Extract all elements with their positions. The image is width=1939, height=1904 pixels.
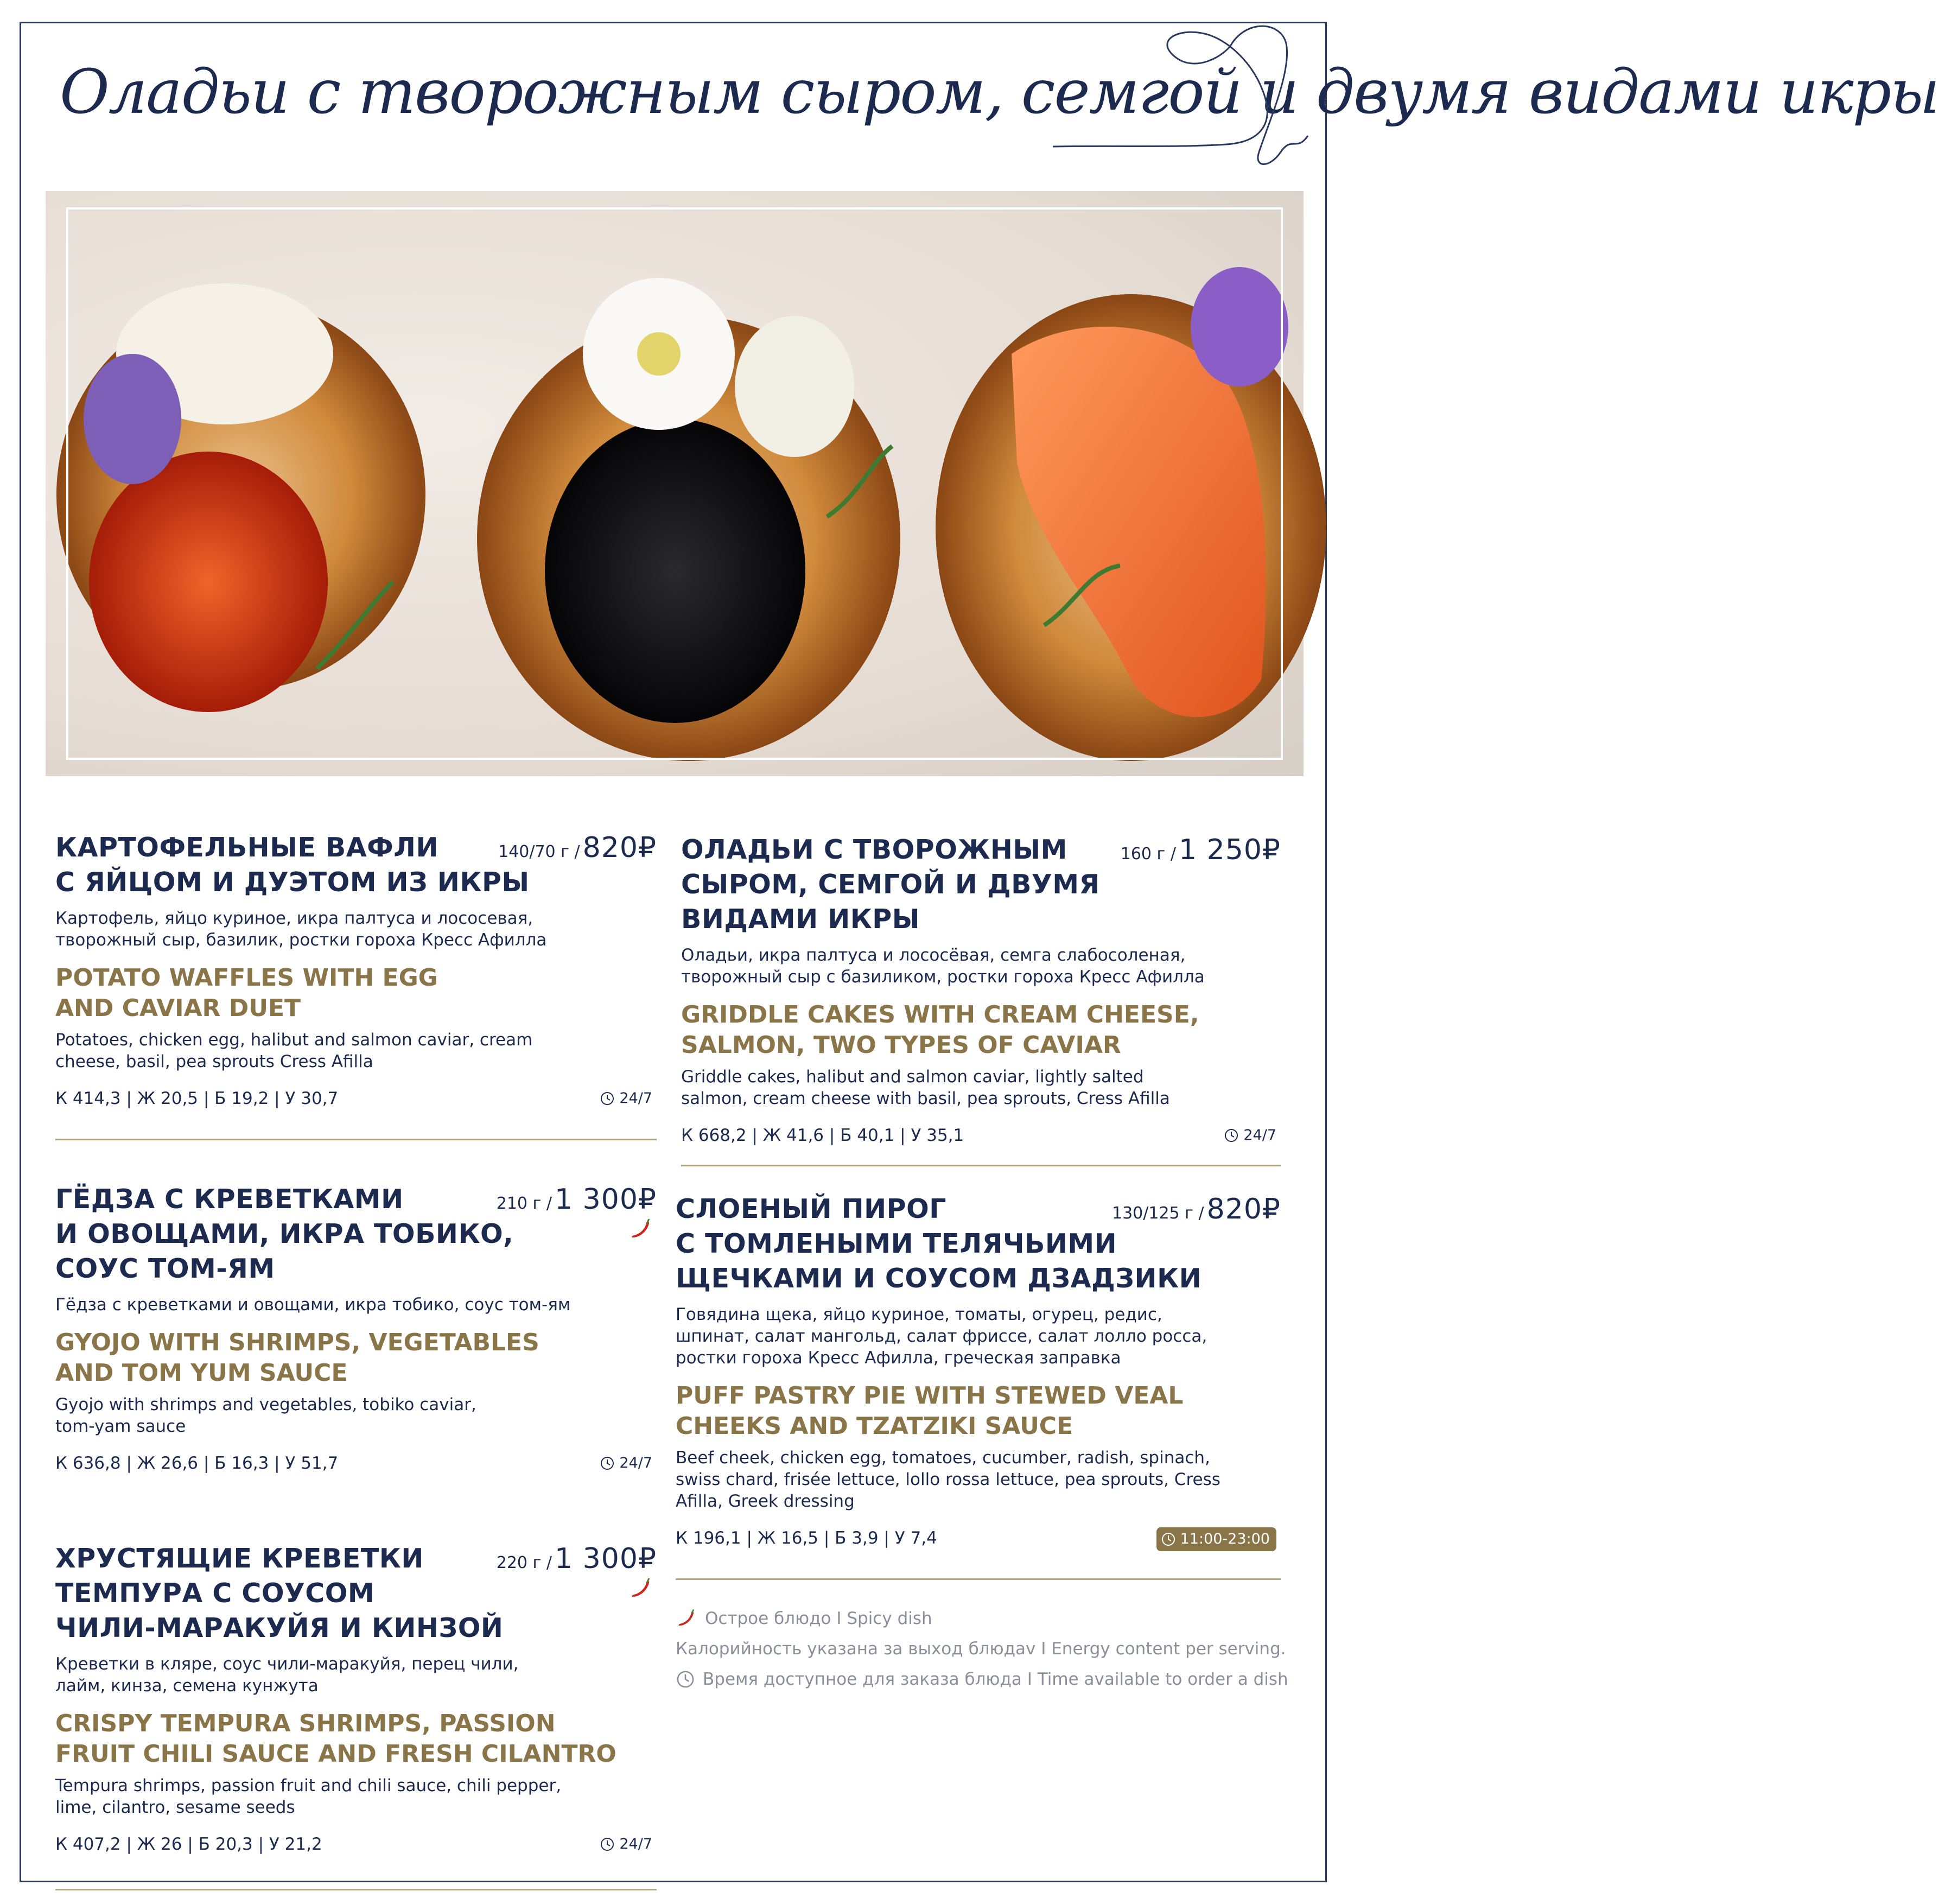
item-amount: 820₽ (582, 832, 657, 864)
item-weight: 130/125 г / (1111, 1204, 1204, 1223)
item-description-ru: Оладьи, икра палтуса и лососёвая, семга слабосоленая, творожный сыр с базиликом, ростки гороха Кресс Афилла (681, 945, 1205, 987)
legend-time-text: Время доступное для заказа блюда I Time available to order a dish (703, 1670, 1288, 1689)
nutrition-values: К 636,8 | Ж 26,6 | Б 16,3 | У 51,7 (55, 1454, 339, 1473)
divider (676, 1578, 1281, 1580)
item-nutrition (676, 1527, 1281, 1549)
item-description-ru: Креветки в кляре, соус чили-маракуйя, перец чили, лайм, кинза, семена кунжута (55, 1654, 519, 1696)
item-description-ru: Картофель, яйцо куриное, икра палтуса и лососевая, творожный сыр, базилик, ростки гороха Кресс Афилла (55, 909, 547, 950)
availability-time (1224, 1125, 1276, 1146)
time-label: 24/7 (619, 1090, 652, 1107)
decorative-flourish (1053, 22, 1313, 179)
clock-icon (600, 1456, 615, 1471)
chili-pepper-icon (628, 1217, 653, 1242)
item-weight: 210 г / (496, 1194, 552, 1213)
item-nutrition (681, 1125, 1281, 1146)
legend (676, 1608, 1316, 1699)
legend-spicy-text: Острое блюдо I Spicy dish (705, 1609, 932, 1628)
menu-item (55, 830, 657, 1109)
item-price (1121, 834, 1281, 866)
legend-time (676, 1668, 1316, 1690)
item-name-en: GRIDDLE CAKES WITH CREAM CHEESE, SALMON, TWO TYPES OF CAVIAR (681, 1001, 1199, 1059)
item-name-en: PUFF PASTRY PIE WITH STEWED VEAL CHEEKS AND TZATZIKI SAUCE (676, 1382, 1184, 1440)
nutrition-values: К 196,1 | Ж 16,5 | Б 3,9 | У 7,4 (676, 1528, 937, 1548)
clock-icon (600, 1091, 615, 1106)
item-price (497, 1543, 657, 1575)
item-price (497, 1183, 657, 1216)
divider (681, 1165, 1281, 1166)
item-description-en: Tempura shrimps, passion fruit and chili sauce, chili pepper, lime, cilantro, sesame seeds (55, 1776, 562, 1817)
time-label: 11:00-23:00 (1180, 1531, 1270, 1547)
item-nutrition (55, 1088, 657, 1109)
time-label: 24/7 (619, 1455, 652, 1471)
nutrition-values: К 407,2 | Ж 26 | Б 20,3 | У 21,2 (55, 1835, 322, 1854)
item-description-ru: Гёдза с креветками и овощами, икра тобико, соус том-ям (55, 1295, 571, 1315)
clock-icon (1224, 1128, 1239, 1143)
item-name-ru: ХРУСТЯЩИЕ КРЕВЕТКИ ТЕМПУРА С СОУСОМ ЧИЛИ-МАРАКУЙЯ И КИНЗОЙ (55, 1543, 504, 1643)
page-title: Оладьи с творожным сыром, семгой и двумя видами икры (60, 57, 1939, 128)
time-label: 24/7 (619, 1836, 652, 1852)
availability-time (600, 1452, 652, 1474)
item-weight: 140/70 г / (498, 842, 580, 861)
item-nutrition (55, 1452, 657, 1474)
menu-item (681, 833, 1281, 1146)
item-name-en: GYOJO WITH SHRIMPS, VEGETABLES AND TOM YUM SAUCE (55, 1329, 539, 1387)
time-label: 24/7 (1243, 1127, 1276, 1144)
clock-icon (1161, 1532, 1176, 1547)
item-weight: 160 г / (1120, 845, 1176, 864)
item-description-en: Beef cheek, chicken egg, tomatoes, cucumber, radish, spinach, swiss chard, frisée lettuce, lollo rossa lettuce, pea sprouts, Cress Afilla, Greek dressing (676, 1448, 1220, 1511)
item-name-en: POTATO WAFFLES WITH EGG AND CAVIAR DUET (55, 964, 438, 1022)
item-name-en: CRISPY TEMPURA SHRIMPS, PASSION FRUIT CHILI SAUCE AND FRESH CILANTRO (55, 1710, 616, 1768)
nutrition-values: К 414,3 | Ж 20,5 | Б 19,2 | У 30,7 (55, 1089, 339, 1108)
item-nutrition (55, 1833, 657, 1855)
item-amount: 1 300₽ (555, 1543, 657, 1575)
menu-item (55, 1541, 657, 1855)
item-description-en: Potatoes, chicken egg, halibut and salmon caviar, cream cheese, basil, pea sprouts Cress Afilla (55, 1030, 533, 1071)
clock-icon (676, 1670, 695, 1689)
item-name-ru: ОЛАДЬИ С ТВОРОЖНЫМ СЫРОМ, СЕМГОЙ И ДВУМЯ ВИДАМИ ИКРЫ (681, 834, 1100, 935)
availability-time (600, 1833, 652, 1855)
item-amount: 1 250₽ (1179, 834, 1281, 866)
chili-pepper-icon (676, 1608, 697, 1629)
item-description-en: Gyojo with shrimps and vegetables, tobiko caviar, tom-yam sauce (55, 1395, 476, 1436)
nutrition-values: К 668,2 | Ж 41,6 | Б 40,1 | У 35,1 (681, 1126, 964, 1145)
availability-time-badge (1156, 1527, 1276, 1551)
menu-item (676, 1192, 1281, 1549)
hero-photo (46, 191, 1304, 776)
chili-pepper-icon (628, 1576, 653, 1601)
divider (55, 1139, 657, 1140)
legend-energy-text: Калорийность указана за выход блюдаv I Energy content per serving. (676, 1639, 1286, 1659)
item-amount: 1 300₽ (555, 1183, 657, 1216)
item-price (498, 832, 657, 864)
item-price (1112, 1193, 1281, 1226)
legend-spicy (676, 1608, 1316, 1629)
item-amount: 820₽ (1206, 1193, 1281, 1226)
clock-icon (600, 1837, 615, 1852)
item-description-ru: Говядина щека, яйцо куриное, томаты, огурец, редис, шпинат, салат мангольд, салат фриссе, салат лолло росса, ростки гороха Кресс Афилла, греческая заправка (676, 1305, 1207, 1368)
legend-energy (676, 1638, 1316, 1660)
item-weight: 220 г / (496, 1553, 552, 1572)
item-description-en: Griddle cakes, halibut and salmon caviar, lightly salted salmon, cream cheese with basil, pea sprouts, Cress Afilla (681, 1067, 1170, 1108)
availability-time (600, 1088, 652, 1109)
menu-item (55, 1182, 657, 1474)
divider (55, 1889, 657, 1890)
item-name-ru: КАРТОФЕЛЬНЫЕ ВАФЛИ С ЯЙЦОМ И ДУЭТОМ ИЗ ИКРЫ (55, 832, 530, 898)
photo-inner-frame (66, 207, 1283, 760)
item-name-ru: СЛОЕНЫЙ ПИРОГ С ТОМЛЕНЫМИ ТЕЛЯЧЬИМИ ЩЕЧКАМИ И СОУСОМ ДЗАДЗИКИ (676, 1194, 1202, 1294)
item-name-ru: ГЁДЗА С КРЕВЕТКАМИ И ОВОЩАМИ, ИКРА ТОБИКО, СОУС ТОМ-ЯМ (55, 1184, 514, 1284)
